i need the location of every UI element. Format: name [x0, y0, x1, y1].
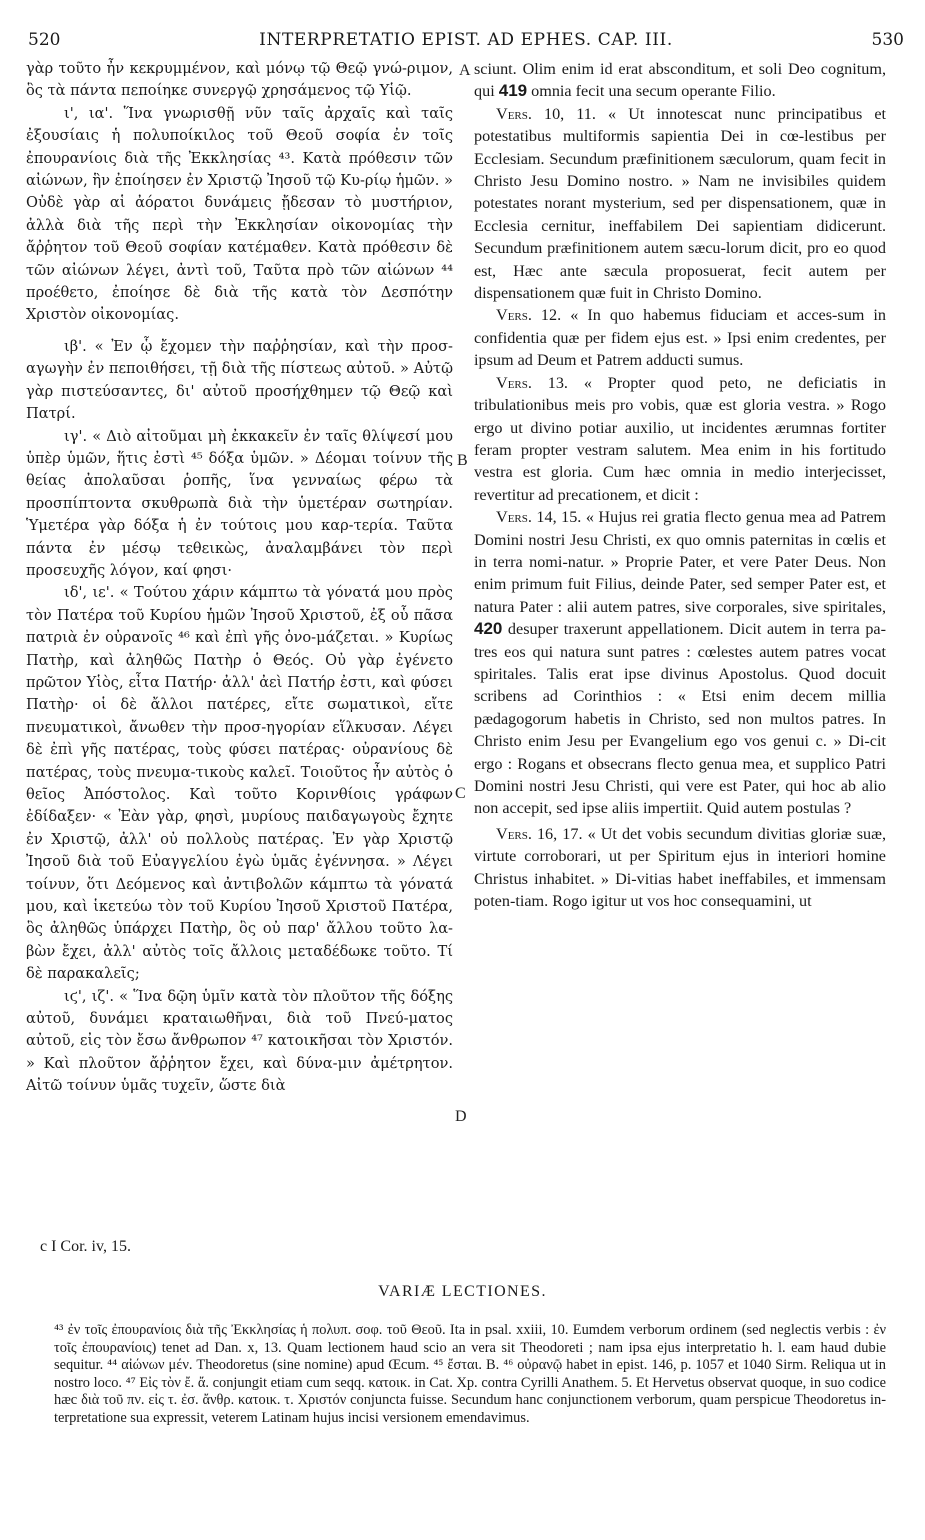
latin-paragraph: Vers. 10, 11. « Ut innotescat nunc principatibus et potestatibus multiformis sapientia Dei in cœ-lestibus per Ecclesiam. Secundum præfinitionem sæculorum, quam fecit in Christo Jesu Domino nostro. » Nam ne invisibiles quidem potestates norant mysterium, sed per dispensationem, quæ in Ecclesia cernitur, ineffabilem Dei sapientiam didicerunt. Secundum præfinitionem autem sæcu-lorum dicit, pro eo quod est, Hæc ante sæcula proposuerat, fecit autem per dispensationem quæ fuit in Christo Domino. — [474, 104, 887, 303]
variae-lectiones-title: VARIÆ LECTIONES. — [378, 1283, 547, 1300]
latin-paragraph: Vers. 14, 15. « Hujus rei gratia flecto genua mea ad Patrem Domini nostri Jesu Christi, ex quo omnis paternitas in cœlis et in terra nomi-natur. » Proprie Pater, et vere Pater Deus. Non enim primum fuit Filius, deinde Pater, sed semper Pater est, et natura Pater : alii autem patres, sive corporales, sive spiritales, 420 desuper traxerunt appellationem. Dicit autem in terra pa-tres eos qui natura sunt patres : cœlestes autem patres vocat spiritales. Talis erat ipse divinus Apostolus. Quod docuit scribens ad Corinthios : « Etsi enim decem millia pædagogorum habetis in Christo, sed non multos patres. In Christo enim Jesu per Evangelium ego vos genui c. » Di-cit ergo : Rogans et obsecrans flecto genua mea, et supplico Patri Domini nostri Jesu Christi, qui vere est Pater, qui hoc ab alio non accepit, sed ipse aliis impertiit. Quid autem postulas ? — [474, 508, 887, 818]
latin-text-column — [474, 58, 886, 912]
variae-lectiones-body: ⁴³ ἐν τοῖς ἐπουρανίοις διὰ τῆς Ἐκκλησίας ἡ πολυπ. σοφ. τοῦ Θεοῦ. Ita in psal. xxiii, 10. Eumdem verborum ordinem (sed neglectis verbis : ἐν τοῖς ἐπουρανίοις) tenet ad Dan. x, 13. Quam lectionem haud scio an vera sit Theodoreti ; nam ipsa ejus interpretatio h. l. eam haud dubie sequitur. ⁴⁴ αἰώνων μέν. Theodoretus (sine nomine) apud Œcum. ⁴⁵ ἔσται. B. ⁴⁶ οὐρανῷ habet in epist. 146, p. 1057 et 1040 Sirm. Reliqua ut in nostro loco. ⁴⁷ Εἰς τὸν ἔ. ἄ. conjungit etiam cum seqq. κατοικ. in Cat. Xp. contra Cyrilli Anathem. 5. Et Hervetus observat quoque, in suo codice hæc διὰ τοῦ πν. εἰς τ. ἐσ. ἄνθρ. κατοικ. τ. Χριστόν conjuncta fuisse. Secundum hanc conjunctionem verborum, quam perspicue Theodoretus in-terpretatione sua expressit, veterem Latinam hujus incisi versionem emendavimus. — [54, 1322, 886, 1426]
verse-label: Vers. 16, 17. — [496, 824, 583, 843]
greek-paragraph: ιγ'. « Διὸ αἰτοῦμαι μὴ ἐκκακεῖν ἐν ταῖς θλίψεσί μου ὑπὲρ ὑμῶν, ἥτις ἐστὶ ⁴⁵ δόξα ὑμῶν. » Δέομαι τοίνυν τῆς θείας ἀπολαῦσαι ῥοπῆς, ἵνα γενναίως φέρω τὰ προσπίπτοντα σκυθρωπὰ διὰ τὴν ὑμετέραν σωτηρίαν. Ὑμετέρα γὰρ δόξα ἡ ἐν τούτοις μου καρ-τερία. Ταῦτα πάντα ἐν μέσῳ τεθεικὼς, ἀναλαμβάνει τὸν περὶ προσευχῆς λόγον, καί φησι· — [26, 427, 453, 579]
greek-paragraph: ιβ'. « Ἐν ᾧ ἔχομεν τὴν παῤῥησίαν, καὶ τὴν προσ-αγωγὴν ἐν πεποιθήσει, τῇ διὰ τῆς πίστεως αὐτοῦ. » Αὐτῷ γὰρ πιστεύσαντες, δι' αὐτοῦ προσήχθημεν τῷ Θεῷ καὶ Πατρί. — [26, 337, 453, 423]
column-number-419: 419 — [498, 81, 528, 101]
margin-letter-a: A — [459, 62, 471, 79]
page-header — [26, 30, 906, 56]
column-number-420: 420 — [474, 619, 503, 639]
greek-paragraph: ιδ', ιε'. « Τούτου χάριν κάμπτω τὰ γόνατά μου πρὸς τὸν Πατέρα τοῦ Κυρίου ἡμῶν Ἰησοῦ Χριστοῦ, ἐξ οὗ πᾶσα πατριὰ ἐν οὐρανοῖς ⁴⁶ καὶ ἐπὶ γῆς ὀνο-μάζεται. » Κυρίως Πατὴρ, καὶ ἀληθῶς Πατὴρ ὁ Θεός. Οὐ γὰρ ἐγένετο πρῶτον Υἱὸς, εἶτα Πατήρ· ἀλλ' ἀεὶ Πατήρ ἐστι, καὶ φύσει Πατὴρ· οἱ δὲ ἄλλοι πατέρες, εἴτε σωματικοὶ, εἴτε πνευματικοὶ, ἄνωθεν τὴν προσ-ηγορίαν εἵλκυσαν. Λέγει δὲ ἐπὶ γῆς πατέρας, τοὺς φύσει πατέρας· οὐρανίους δὲ πατέρας, τοὺς πνευμα-τικοὺς καλεῖ. Τοιοῦτος ἦν αὐτὸς ὁ θεῖος Ἀπόστολος. Καὶ τοῦτο Κορινθίοις γράφων ἐδίδαξεν· « Ἐὰν γὰρ, φησὶ, μυρίους παιδαγωγοὺς ἔχητε ἐν Χριστῷ, ἀλλ' οὐ πολλοὺς πατέρας. Ἐν γὰρ Χριστῷ Ἰησοῦ διὰ τοῦ Εὐαγγελίου ἐγὼ ὑμᾶς ἐγέννησα. » Λέγει τοίνυν, ὅτι Δεόμενος καὶ ἀντιβολῶν κάμπτω τὰ γόνατά μου, καὶ ἱκετεύω τὸν τοῦ Κυρίου Ἰησοῦ Χριστοῦ Πατέρα, ὃς ἀληθῶς ὑπάρχει Πατὴρ, ὃς οὐ παρ' ἄλλου τοῦτο λα-βὼν ἔχει, ἀλλ' αὐτὸς τοῖς ἄλλοις μεταδέδωκε τοῦτο. Τί δὲ παρακαλεῖς; — [26, 584, 453, 983]
margin-letter-c: C — [455, 785, 466, 802]
verse-label: Vers. 13. — [496, 373, 568, 392]
latin-paragraph: Vers. 13. « Propter quod peto, ne deficiatis in tribulationibus meis pro vobis, quæ est gloria vestra. » Rogo ergo ut divino potiar auxilio, ut incidentes ærumnas fortiter feram propter vestram salutem. Mea enim in his fortitudo vestra est gloria. Cum hæc omnia in medio interjecisset, revertitur ad precationem, et dicit : — [474, 373, 886, 504]
verse-label: Vers. 12. — [496, 306, 562, 325]
running-title: INTERPRETATIO EPIST. AD EPHES. CAP. III. — [259, 30, 673, 50]
paragraph-gap — [26, 327, 453, 336]
page-number-left: 520 — [28, 30, 61, 50]
latin-paragraph: Vers. 16, 17. « Ut det vobis secundum divitias gloriæ suæ, virtute corroborari, ut per Spiritum ejus in interiori homine Christus inhabitet. » Di-vitias habet ineffabiles, et immensam poten-tiam. Rogo igitur ut vos hoc consequamini, ut — [474, 824, 886, 911]
verse-label: Vers. 10, 11. — [496, 104, 596, 123]
page-number-right: 530 — [871, 30, 904, 50]
greek-paragraph: ι', ια'. Ἵνα γνωρισθῇ νῦν ταῖς ἀρχαῖς καὶ ταῖς ἐξουσίαις ἡ πολυποίκιλος τοῦ Θεοῦ σοφία ἐν τοῖς ἐπουρανίοις διὰ τῆς Ἐκκλησίας ⁴³. Κατὰ πρόθεσιν τῶν αἰώνων, ἣν ἐποίησεν ἐν Χριστῷ Ἰησοῦ τῷ Κυ-ρίῳ ἡμῶν. » Οὐδὲ γὰρ αἱ ἀόρατοι δυνάμεις ᾔδεσαν τὸ μυστήριον, ἀλλὰ διὰ τῆς περὶ τὴν Ἐκκλησίαν οἰκονομίας τὴν ἄῤῥητον τοῦ Θεοῦ σοφίαν κατέμαθεν. Κατὰ πρόθεσιν δὲ τῶν αἰώνων λέγει, ἀντὶ τοῦ, Ταῦτα πρὸ τῶν αἰώνων ⁴⁴ προέθετο, ἐποίησε δὲ διὰ τῆς κατὰ τὸν Δεσπότην Χριστὸν οἰκονομίας. — [26, 104, 453, 324]
greek-paragraph: γὰρ τοῦτο ἦν κεκρυμμένον, καὶ μόνῳ τῷ Θεῷ γνώ-ριμον, ὃς τὰ πάντα πεποίηκε συνεργῷ χρησάμενος τῷ Υἱῷ. — [26, 60, 453, 100]
margin-letter-d: D — [455, 1108, 467, 1125]
verse-label: Vers. 14, 15. — [496, 508, 582, 527]
margin-letter-b: B — [457, 452, 468, 469]
greek-text-column — [26, 58, 453, 1098]
greek-paragraph: ιϛ', ιζ'. « Ἵνα δῷη ὑμῖν κατὰ τὸν πλοῦτον τῆς δόξης αὐτοῦ, δυνάμει κραταιωθῆναι, διὰ τοῦ Πνεύ-ματος αὐτοῦ, εἰς τὸν ἔσω ἄνθρωπον ⁴⁷ κατοικῆσαι τὸν Χριστόν. » Καὶ πλοῦτον ἄῤῥητον ἔχει, καὶ δύνα-μιν ἀμέτρητον. Αἰτῶ τοίνυν ὑμᾶς τυχεῖν, ὥστε διὰ — [26, 987, 453, 1095]
latin-paragraph: sciunt. Olim enim id erat absconditum, et soli Deo cognitum, qui 419 omnia fecit una secum operante Filio. — [474, 60, 886, 101]
latin-paragraph: Vers. 12. « In quo habemus fiduciam et acces-sum in confidentia quæ per fidem ejus est. » Ipsi enim credentes, per ipsum ad Deum et Patrem adducti sumus. — [474, 306, 886, 370]
footnote: c I Cor. iv, 15. — [40, 1238, 131, 1255]
